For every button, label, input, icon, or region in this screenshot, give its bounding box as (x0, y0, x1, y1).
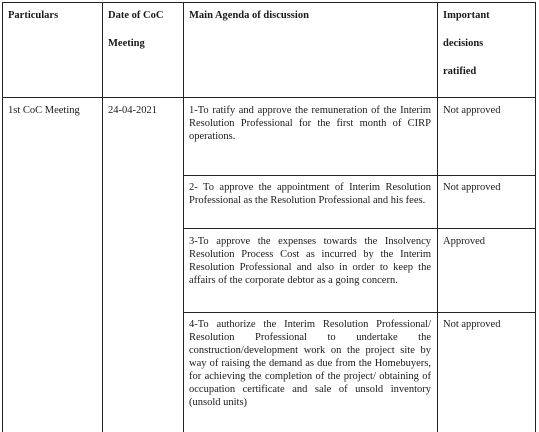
header-decisions: Important (443, 10, 490, 21)
column-divider (437, 2, 438, 432)
agenda-item: 2- To approve the appointment of Interim Resolution Professional as the Resolution Professional and his fees. (189, 182, 431, 206)
row-divider (183, 312, 536, 313)
agenda-item: 1-To ratify and approve the remuneration of the Interim Resolution Professional for the first month of CIRP operations. (189, 105, 431, 142)
header-particulars: Particulars (8, 10, 59, 21)
decision-status: Not approved (443, 319, 501, 330)
table-border-right (535, 2, 536, 432)
header-date: Date of CoC (108, 10, 164, 21)
header-agenda: Main Agenda of discussion (189, 10, 309, 21)
decision-status: Not approved (443, 105, 501, 116)
row-divider (183, 228, 536, 229)
agenda-item: 4-To authorize the Interim Resolution Professional/ Resolution Professional to undertake the construction/development work on the project site by way of raising the demand as due from the Homebuyers, for achieving the completion of the project/ obtaining of occupation certificate and sale of unsold inventory (unsold units) (189, 319, 431, 408)
row-divider (183, 175, 536, 176)
agenda-item: 3-To approve the expenses towards the Insolvency Resolution Process Cost as incurred by the Interim Resolution Professional and also in order to keep the affairs of the corporate debtor as a going concern. (189, 236, 431, 286)
table-border-left (2, 2, 3, 432)
decision-status: Approved (443, 236, 485, 247)
header-divider (2, 97, 536, 98)
header-decisions: decisions (443, 38, 484, 49)
meeting-date: 24-04-2021 (108, 105, 157, 116)
header-date: Meeting (108, 38, 145, 49)
table-border-top (2, 2, 536, 3)
column-divider (102, 2, 103, 432)
column-divider (183, 2, 184, 432)
meeting-particulars: 1st CoC Meeting (8, 105, 80, 116)
decision-status: Not approved (443, 182, 501, 193)
header-decisions: ratified (443, 66, 477, 77)
